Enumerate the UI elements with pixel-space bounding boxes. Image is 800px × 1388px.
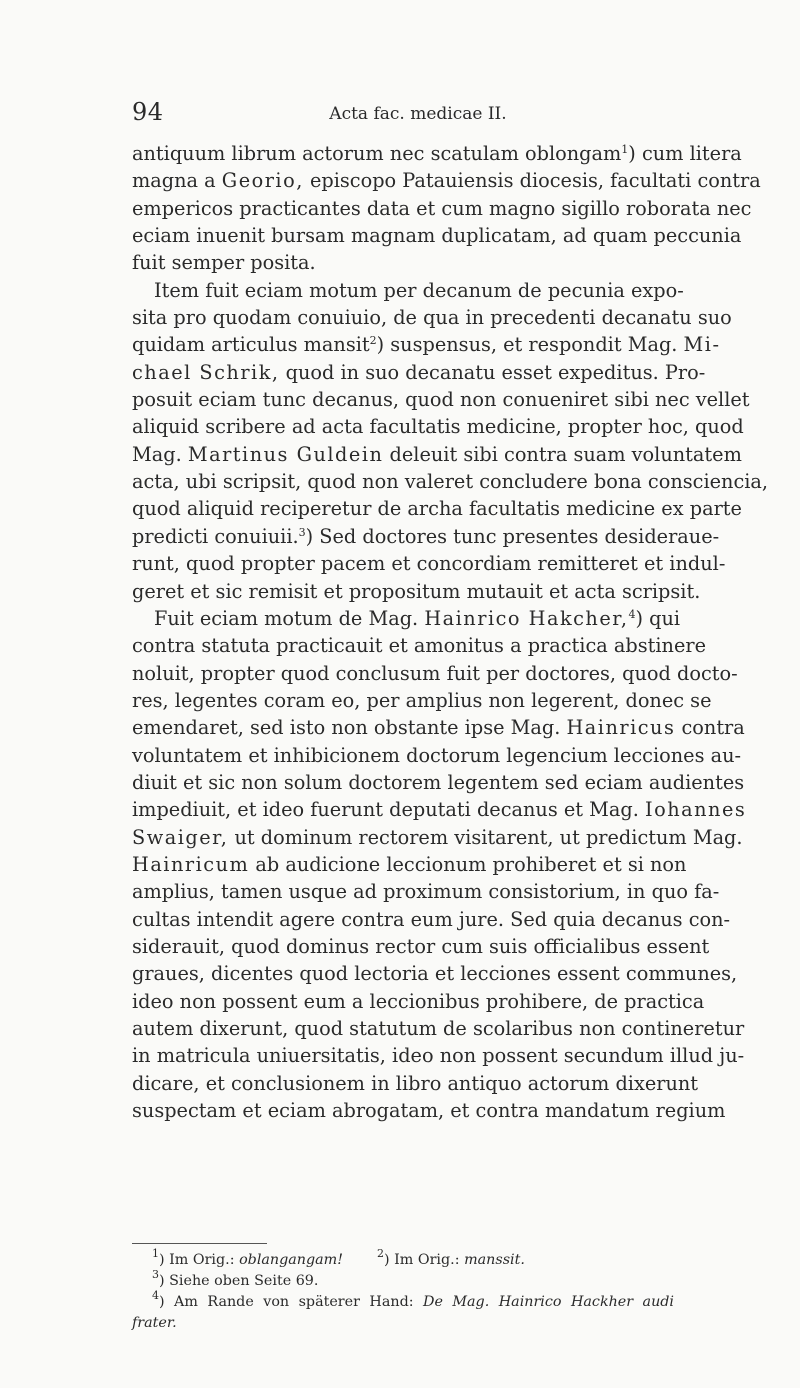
text-line: Fuit eciam motum de Mag. Hainrico Hakcher,$^4$) qui — [154, 606, 681, 630]
text-line: predicti conuiuii.$^3$) Sed doctores tunc presentes desideraue- — [132, 524, 720, 548]
footnote: $^1$) Im Orig.: oblangangam! $^2$) Im Orig.: manssit. — [152, 1247, 525, 1268]
person-name: chael Schrik, — [132, 360, 280, 384]
footnote: $^3$) Siehe oben Seite 69. — [152, 1268, 319, 1289]
text-line: empericos practicantes data et cum magno sigillo roborata nec — [132, 196, 752, 220]
footnote-ref: 4 — [628, 607, 636, 621]
text-line: sita pro quodam conuiuio, de qua in precedenti decanatu suo — [132, 306, 732, 330]
text-line: contra statuta practicauit et amonitus a practica abstinere — [132, 634, 706, 658]
text-line: graues, dicentes quod lectoria et lecciones essent communes, — [132, 962, 738, 986]
text-line: posuit eciam tunc decanus, quod non conueniret sibi nec vellet — [132, 388, 750, 412]
text-line: amplius, tamen usque ad proximum consistorium, in quo fa- — [132, 880, 720, 904]
text-line: runt, quod propter pacem et concordiam remitteret et indul- — [132, 552, 726, 576]
page-number: 94 — [132, 98, 164, 126]
text-line: Mag. Martinus Guldein deleuit sibi contra suam voluntatem — [132, 442, 742, 466]
footnote-ref: 3 — [298, 525, 306, 539]
text-line: acta, ubi scripsit, quod non valeret concludere bona consciencia, — [132, 470, 769, 494]
text-line: noluit, propter quod conclusum fuit per doctores, quod docto- — [132, 661, 738, 685]
text-line: Swaiger, ut dominum rectorem visitarent, ut predictum Mag. — [132, 825, 743, 849]
person-name: Swaiger, — [132, 825, 229, 849]
text-line: fuit semper posita. — [132, 251, 316, 275]
main-text — [132, 140, 769, 1124]
text-line: antiquum librum actorum nec scatulam oblongam$^1$) cum litera — [132, 142, 742, 165]
text-line: quod aliquid reciperetur de archa facultatis medicine ex parte — [132, 497, 742, 521]
text-line: autem dixerunt, quod statutum de scolaribus non contineretur — [132, 1017, 745, 1040]
person-name: Mi- — [683, 333, 721, 357]
text-line: magna a Georio, episcopo Patauiensis diocesis, facultati contra — [132, 169, 761, 193]
running-head: Acta fac. medicae II. — [329, 104, 507, 124]
text-line: dicare, et conclusionem in libro antiquo actorum dixerunt — [132, 1071, 699, 1095]
person-name: Martinus Guldein — [187, 442, 384, 466]
text-line: in matricula uniuersitatis, ideo non possent secundum illud ju- — [132, 1044, 745, 1068]
text-line: suspectam et eciam abrogatam, et contra mandatum regium — [132, 1099, 726, 1123]
text-line: quidam articulus mansit$^2$) suspensus, et respondit Mag. Mi- — [132, 333, 721, 357]
person-name: Iohannes — [644, 798, 747, 822]
text-line: Item fuit eciam motum per decanum de pecunia expo- — [154, 278, 684, 302]
text-line: voluntatem et inhibicionem doctorum legencium lecciones au- — [132, 743, 742, 767]
footnote-ref: 1 — [621, 143, 629, 156]
text-line: res, legentes coram eo, per amplius non legerent, donec se — [132, 688, 712, 712]
footnote-ref: 2 — [369, 334, 377, 348]
footnotes — [132, 1247, 675, 1334]
text-line: eciam inuenit bursam magnam duplicatam, ad quam peccunia — [132, 224, 742, 248]
person-name: Hainricum — [132, 852, 250, 876]
text-line: emendaret, sed isto non obstante ipse Mag. Hainricus contra — [132, 716, 745, 740]
footnote-continuation: frater. — [132, 1315, 177, 1331]
text-line: chael Schrik, quod in suo decanatu esset expeditus. Pro- — [132, 360, 706, 384]
text-line: geret et sic remisit et propositum mutauit et acta scripsit. — [132, 579, 701, 603]
text-line: cultas intendit agere contra eum jure. Sed quia decanus con- — [132, 907, 731, 931]
person-name: Georio, — [221, 169, 304, 193]
person-name: Hainricus — [566, 716, 676, 740]
text-line: Hainricum ab audicione leccionum prohiberet et si non — [132, 852, 687, 876]
text-line: impediuit, et ideo fuerunt deputati decanus et Mag. Iohannes — [132, 798, 747, 822]
text-line: siderauit, quod dominus rector cum suis officialibus essent — [132, 934, 710, 958]
text-line: diuit et sic non solum doctorem legentem sed eciam audientes — [132, 770, 745, 794]
page-header — [132, 98, 674, 130]
footnote: $^4$) Am Rande von späterer Hand: De Mag. Hainrico Hackher audi — [152, 1289, 675, 1310]
text-line: aliquid scribere ad acta facultatis medicine, propter hoc, quod — [132, 415, 744, 439]
person-name: Hainrico Hakcher, — [424, 606, 629, 630]
footnote-divider — [132, 1243, 267, 1244]
text-line: ideo non possent eum a leccionibus prohibere, de practica — [132, 989, 705, 1013]
